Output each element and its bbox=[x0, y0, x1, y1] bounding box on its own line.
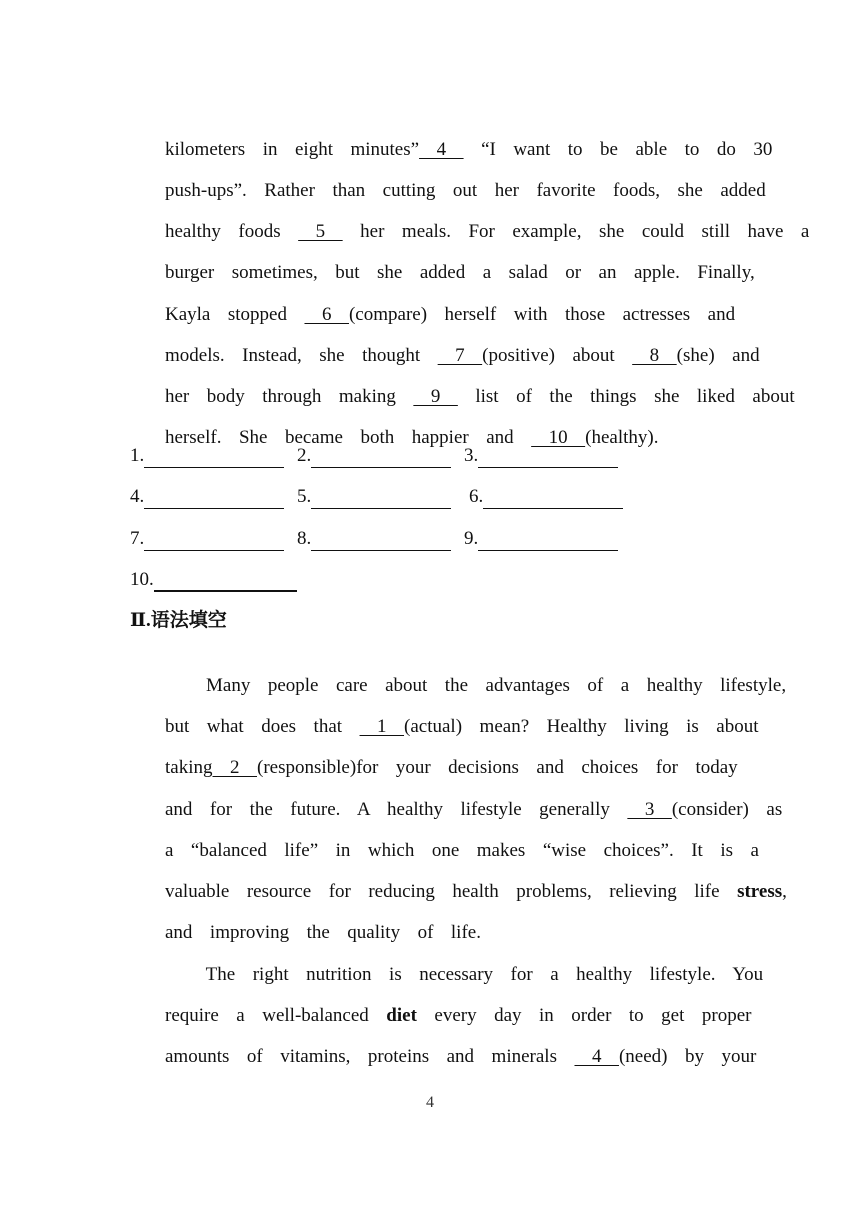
answer-blank[interactable] bbox=[144, 531, 284, 551]
text: and improving the quality of life. bbox=[165, 922, 481, 943]
answer-slot-2[interactable] bbox=[297, 444, 451, 468]
answer-slot-9[interactable] bbox=[464, 527, 618, 551]
blank-10: 10 bbox=[531, 427, 586, 448]
blank-5: 5 bbox=[298, 221, 343, 242]
page-number: 4 bbox=[426, 1094, 434, 1111]
answer-blank[interactable] bbox=[483, 489, 623, 509]
text: (positive) about bbox=[482, 345, 633, 366]
text: Many people care about the advantages of a healthy lifestyle, bbox=[206, 675, 787, 696]
text: her meals. For example, she could still have a bbox=[342, 221, 810, 242]
text: (need) by your bbox=[618, 1046, 757, 1067]
blank-9: 9 bbox=[413, 386, 458, 407]
blank-3: 3 bbox=[627, 799, 672, 820]
answer-blank[interactable] bbox=[154, 571, 297, 592]
answer-row-1 bbox=[130, 444, 730, 468]
answer-slot-10[interactable] bbox=[130, 568, 297, 592]
text: (responsible)for your decisions and choices for today bbox=[257, 757, 738, 778]
blank-4: 4 bbox=[574, 1046, 619, 1067]
text: The right nutrition is necessary for a healthy lifestyle. You bbox=[205, 964, 764, 985]
text: healthy foods bbox=[165, 221, 299, 242]
answer-label: 6. bbox=[469, 486, 484, 507]
section-title: Ⅱ.语法填空 bbox=[130, 610, 227, 631]
text: valuable resource for reducing health problems, relieving life bbox=[165, 881, 738, 902]
answer-label: 2. bbox=[297, 445, 312, 466]
blank-6: 6 bbox=[304, 304, 349, 325]
text: Kayla stopped bbox=[165, 304, 305, 325]
text: taking bbox=[165, 757, 213, 778]
text: every day in order to get proper bbox=[416, 1005, 752, 1026]
text: a “balanced life” in which one makes “wise choices”. It is a bbox=[165, 840, 759, 861]
answer-row-2 bbox=[130, 485, 730, 509]
blank-4: 4 bbox=[419, 139, 464, 160]
text: “I want to be able to do 30 bbox=[463, 139, 773, 160]
text: but what does that bbox=[165, 716, 360, 737]
text: models. Instead, she thought bbox=[165, 345, 438, 366]
passage2-line-10 bbox=[130, 1021, 756, 1093]
text: (consider) as bbox=[671, 799, 783, 820]
blank-2: 2 bbox=[212, 757, 257, 778]
answer-row-4 bbox=[130, 568, 730, 592]
answer-label: 8. bbox=[297, 528, 312, 549]
text: (she) and bbox=[676, 345, 760, 366]
text: (actual) mean? Healthy living is about bbox=[404, 716, 759, 737]
answer-label: 4. bbox=[130, 486, 145, 507]
text: require a well-balanced bbox=[165, 1005, 387, 1026]
answer-slot-6[interactable] bbox=[469, 485, 623, 509]
blank-7: 7 bbox=[437, 345, 483, 366]
text: herself. She became both happier and bbox=[165, 427, 532, 448]
answer-row-3 bbox=[130, 527, 730, 551]
answer-label: 1. bbox=[130, 445, 145, 466]
text: (compare) herself with those actresses and bbox=[348, 304, 736, 325]
bold-word-diet: diet bbox=[386, 1005, 417, 1026]
blank-1: 1 bbox=[359, 716, 405, 737]
answer-slot-7[interactable] bbox=[130, 527, 284, 551]
answer-slot-4[interactable] bbox=[130, 485, 284, 509]
bold-word-stress: stress bbox=[737, 881, 783, 902]
answer-label: 3. bbox=[464, 445, 479, 466]
text: , bbox=[782, 881, 787, 902]
answer-blank[interactable] bbox=[311, 448, 451, 468]
answer-slot-3[interactable] bbox=[464, 444, 618, 468]
text: her body through making bbox=[165, 386, 414, 407]
answer-blank[interactable] bbox=[144, 489, 284, 509]
answer-slot-8[interactable] bbox=[297, 527, 451, 551]
text: and for the future. A healthy lifestyle generally bbox=[165, 799, 628, 820]
text: amounts of vitamins, proteins and minerals bbox=[165, 1046, 575, 1067]
answer-blank[interactable] bbox=[478, 448, 618, 468]
answer-slot-1[interactable] bbox=[130, 444, 284, 468]
answer-blank[interactable] bbox=[311, 531, 451, 551]
text: list of the things she liked about bbox=[457, 386, 795, 407]
text: burger sometimes, but she added a salad or an apple. Finally, bbox=[165, 262, 755, 283]
text: kilometers in eight minutes” bbox=[165, 139, 420, 160]
answer-blank[interactable] bbox=[311, 489, 451, 509]
answer-blank[interactable] bbox=[144, 448, 284, 468]
text: (healthy). bbox=[585, 427, 659, 448]
answer-label: 9. bbox=[464, 528, 479, 549]
blank-8: 8 bbox=[632, 345, 677, 366]
answer-blank[interactable] bbox=[478, 531, 618, 551]
text: push-ups”. Rather than cutting out her favorite foods, she added bbox=[165, 180, 766, 201]
answer-label: 7. bbox=[130, 528, 145, 549]
answer-slot-5[interactable] bbox=[297, 485, 451, 509]
answer-label: 10. bbox=[130, 569, 154, 590]
answer-label: 5. bbox=[297, 486, 312, 507]
